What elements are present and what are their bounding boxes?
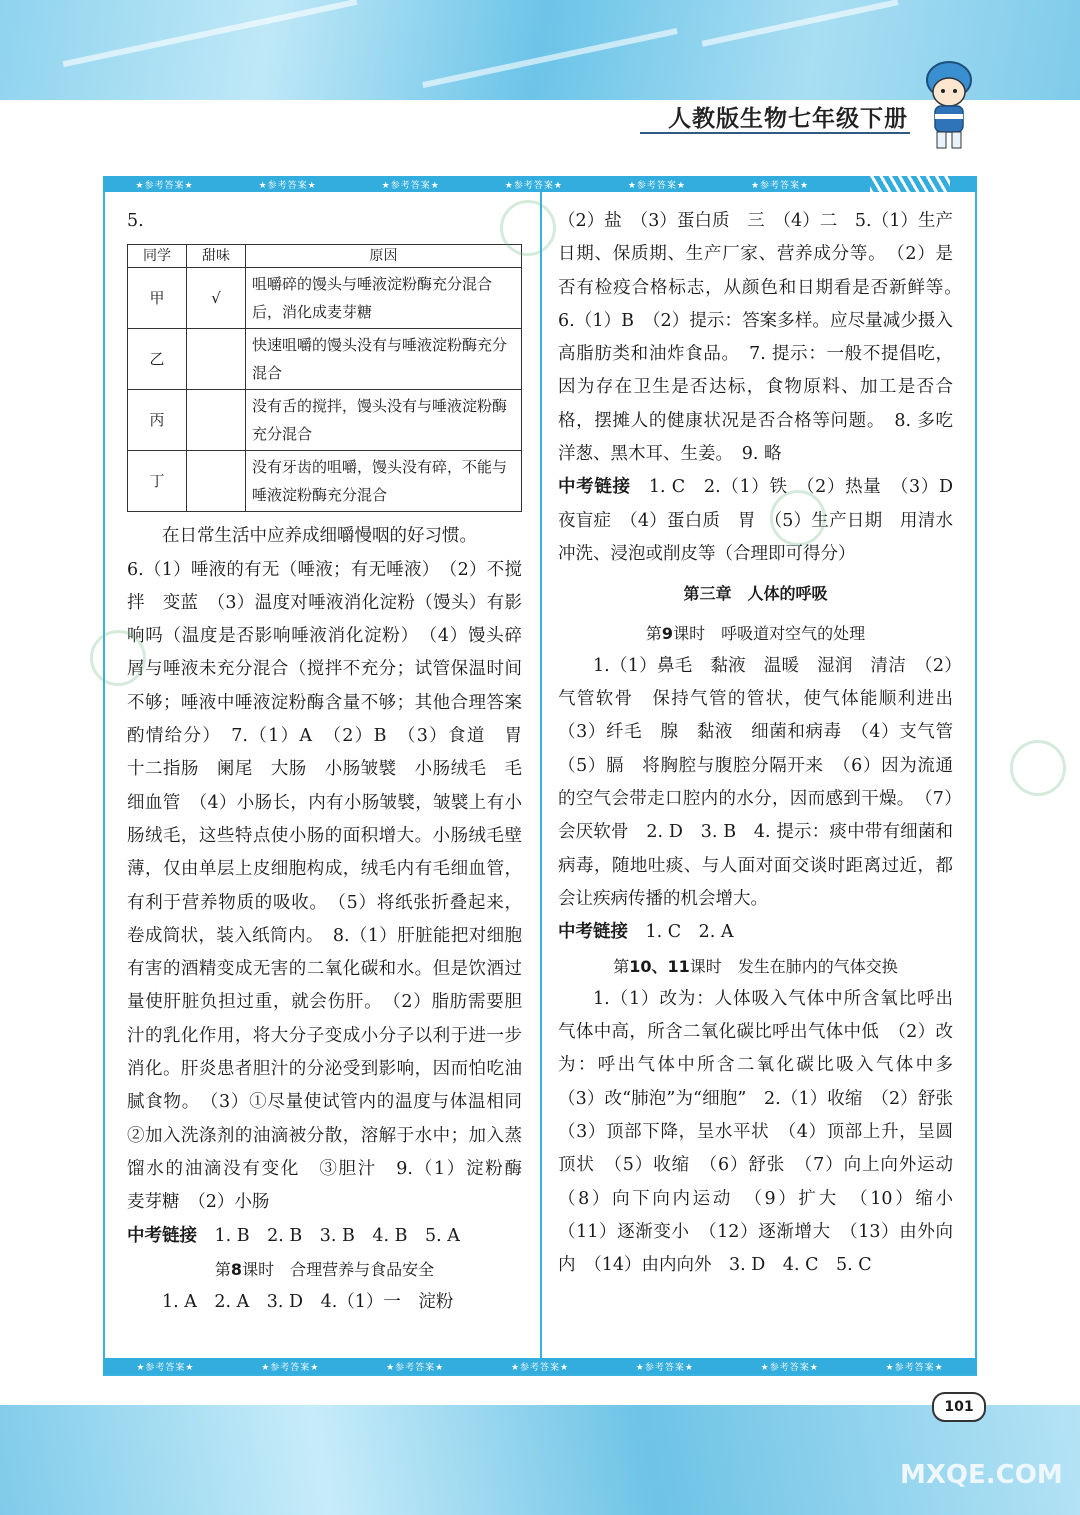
mascot-icon xyxy=(922,58,976,154)
table-header: 甜味 xyxy=(187,245,246,268)
lesson-prefix: 第 xyxy=(645,623,662,643)
ribbon-label: ★参考答案★ xyxy=(510,1362,570,1373)
table-header: 原因 xyxy=(246,245,522,268)
lesson-8-continued: （2）盐 （3）蛋白质 三 （4）二 5.（1）生产日期、保质期、生产厂家、营养成分等。 （2）是否有检疫合格标志，从颜色和日期看是否新鲜等。 6.（1）B （2）提示：答案多样。应尽量减少摄入高脂肪类和油炸食品。 7. 提示：一般不提倡吃，因为存在卫生是否达标，食物原料、加工是否合格，摆摊人的健康状况是否合格等问题。 8. 多吃洋葱、黑木耳、生姜。 9. 略 xyxy=(558,211,971,465)
habit-sentence: 在日常生活中应养成细嚼慢咽的好习惯。 xyxy=(162,526,477,547)
chapter-title: 第三章 人体的呼吸 xyxy=(683,584,828,604)
table-cell-student: 乙 xyxy=(128,329,187,390)
table-row xyxy=(128,329,522,390)
lesson-10-heading xyxy=(558,950,953,983)
ribbon-label: ★参考答案★ xyxy=(261,1362,320,1373)
ribbon-label: ★参考答案★ xyxy=(381,180,440,191)
table-cell-sweet: √ xyxy=(187,268,246,329)
ribbon-label: ★参考答案★ xyxy=(885,1362,944,1373)
zhongkao-link-3 xyxy=(558,916,953,949)
ribbon-hatch xyxy=(870,176,950,192)
lesson-prefix: 第 xyxy=(613,956,630,976)
ribbon-label: ★参考答案★ xyxy=(135,180,194,191)
lesson-9-heading xyxy=(558,617,953,650)
lesson-prefix: 第 xyxy=(214,1259,231,1279)
site-watermark: MXQE.COM xyxy=(900,1460,1063,1490)
table-row xyxy=(128,390,522,451)
left-column xyxy=(127,205,540,1319)
zhongkao-answers: 1. C 2.（1）铁 （2）热量 （3）D 夜盲症 （4）蛋白质 胃 （5）生产日期 用清水冲洗、浸泡或削皮等（合理即可得分） xyxy=(558,477,971,564)
lesson-title: 课时 呼吸道对空气的处理 xyxy=(673,623,866,643)
ribbon-label: ★参考答案★ xyxy=(627,180,686,191)
watermark-logo-icon xyxy=(1010,740,1066,796)
table-row xyxy=(128,451,522,512)
zhongkao-answers: 1. C 2. A xyxy=(645,922,734,943)
question-5-label: 5. xyxy=(127,211,144,231)
table-cell-sweet xyxy=(187,451,246,512)
table-cell-reason: 没有舌的搅拌，馒头没有与唾液淀粉酶充分混合 xyxy=(246,390,522,451)
ribbon-label: ★参考答案★ xyxy=(750,180,810,191)
ribbon-label: ★参考答案★ xyxy=(136,1362,195,1373)
watermark-logo-icon xyxy=(500,200,556,256)
table-cell-student: 丙 xyxy=(128,390,187,451)
bottom-ribbon xyxy=(103,1358,977,1374)
zhongkao-link-1 xyxy=(127,1220,522,1253)
lesson-8-heading xyxy=(127,1253,522,1286)
table-cell-student: 丁 xyxy=(128,451,187,512)
lesson-title: 课时 合理营养与食品安全 xyxy=(242,1259,435,1279)
table-row xyxy=(128,268,522,329)
q5-table xyxy=(127,244,522,512)
table-cell-sweet xyxy=(187,390,246,451)
book-title: 人教版生物七年级下册 xyxy=(668,105,908,132)
zhongkao-answers: 1. B 2. B 3. B 4. B 5. A xyxy=(214,1225,460,1246)
table-header-row xyxy=(128,245,522,268)
table-cell-reason: 快速咀嚼的馒头没有与唾液淀粉酶充分混合 xyxy=(246,329,522,390)
top-ribbon xyxy=(103,176,977,192)
lesson-8-answers: 1. A 2. A 3. D 4.（1）一 淀粉 xyxy=(162,1292,454,1313)
top-banner xyxy=(0,0,1080,100)
ribbon-label: ★参考答案★ xyxy=(258,180,317,191)
zhongkao-label: 中考链接 xyxy=(127,1225,197,1246)
zhongkao-link-2 xyxy=(558,471,971,571)
lesson-title: 课时 发生在肺内的气体交换 xyxy=(689,956,898,976)
ribbon-label: ★参考答案★ xyxy=(386,1362,445,1373)
right-column xyxy=(558,205,971,1283)
page-number: 101 xyxy=(932,1392,986,1422)
table-header: 同学 xyxy=(128,245,187,268)
table-cell-student: 甲 xyxy=(128,268,187,329)
ribbon-label: ★参考答案★ xyxy=(760,1362,819,1373)
lesson-9-answers: 1.（1）鼻毛 黏液 温暖 湿润 清洁 （2）气管软骨 保持气管的管状，使气体能顺利进出 （3）纤毛 腺 黏液 细菌和病毒 （4）支气管 （5）膈 将胸腔与腹腔分隔开来 （6）因为流通的空气会带走口腔内的水分，因而感到干燥。 （7）会厌软骨 2. D 3. B 4. 提示：痰中带有细菌和病毒，随地吐痰、与人面对面交谈时距离过近，都会让疾病传播的机会增大。 xyxy=(558,655,971,909)
table-cell-reason: 没有牙齿的咀嚼，馒头没有碎，不能与唾液淀粉酶充分混合 xyxy=(246,451,522,512)
lesson-10-answers: 1.（1）改为：人体吸入气体中所含氧比呼出气体中高，所含二氧化碳比呼出气体中低 （2）改为：呼出气体中所含二氧化碳比吸入气体中多 （3）改“肺泡”为“细胞” 2.（1）收缩 （2）舒张 （3）顶部下降，呈水平状 （4）顶部上升，呈圆顶状 （5）收缩 （6）舒张 （7）向上向外运动 （8）向下向内运动 （9）扩大 （10）缩小 （11）逐渐变小 （12）逐渐增大 （13）由外向内 （14）由内向外 3. D 4. C 5. C xyxy=(558,988,971,1276)
lesson-number: 9 xyxy=(661,623,674,643)
answers-6-to-9: 6.（1）唾液的有无（唾液；有无唾液） （2）不搅拌 变蓝 （3）温度对唾液消化淀粉（馒头）有影响吗（温度是否影响唾液消化淀粉） （4）馒头碎屑与唾液未充分混合（搅拌不充分；试管保温时间不够；唾液中唾液淀粉酶含量不够；其他合理答案酌情给分） 7.（1）A （2）B （3）食道 胃 十二指肠 阑尾 大肠 小肠皱襞 小肠绒毛 毛细血管 （4）小肠长，内有小肠皱襞，皱襞上有小肠绒毛，这些特点使小肠的面积增大。小肠绒毛壁薄，仅由单层上皮细胞构成，绒毛内有毛细血管，有利于营养物质的吸收。 （5）将纸张折叠起来，卷成筒状，装入纸筒内。 8.（1）肝脏能把对细胞有害的酒精变成无害的二氧化碳和水。但是饮酒过量使肝脏负担过重，就会伤肝。 （2）脂肪需要胆汁的乳化作用，将大分子变成小分子以利于进一步消化。肝炎患者胆汁的分泌受到影响，因而怕吃油腻食物。 （3）①尽量使试管内的温度与体温相同 ②加入洗涤剂的油滴被分散，溶解于水中；加入蒸馏水的油滴没有变化 ③胆汁 9.（1）淀粉酶 麦芽糖 （2）小肠 xyxy=(127,559,540,1213)
watermark-logo-icon xyxy=(90,630,146,686)
column-divider xyxy=(540,192,542,1358)
ribbon-label: ★参考答案★ xyxy=(635,1362,694,1373)
lesson-number: 8 xyxy=(230,1259,243,1279)
lesson-number: 10、11 xyxy=(629,956,690,976)
ribbon-label: ★参考答案★ xyxy=(504,180,563,191)
zhongkao-label: 中考链接 xyxy=(558,922,628,943)
table-cell-sweet xyxy=(187,329,246,390)
title-underline xyxy=(640,132,910,134)
watermark-logo-icon xyxy=(770,490,826,546)
table-cell-reason: 咀嚼碎的馒头与唾液淀粉酶充分混合后，消化成麦芽糖 xyxy=(246,268,522,329)
zhongkao-label: 中考链接 xyxy=(558,477,631,498)
